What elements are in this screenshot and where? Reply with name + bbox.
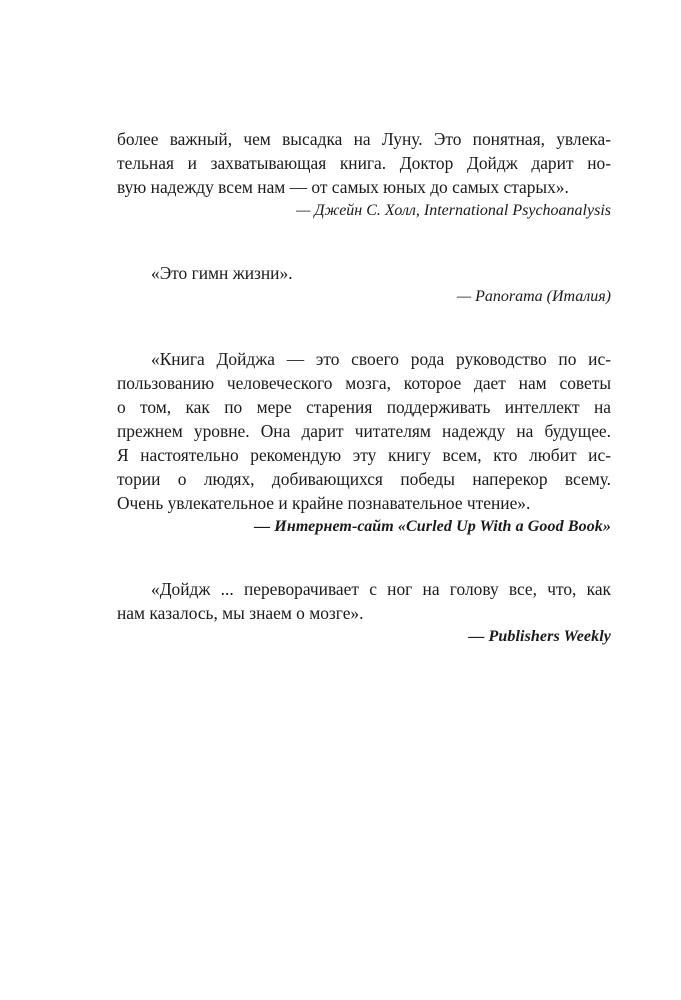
quote-line: тории о людях, добивающихся победы наперекор всему. xyxy=(117,469,611,489)
review-quote-publishers-weekly xyxy=(117,577,611,649)
review-quote-hall xyxy=(117,127,611,223)
quote-line: о том, как по мере старения поддерживать интеллект на xyxy=(117,397,611,417)
review-quote-curled-up xyxy=(117,347,611,539)
quote-attribution: — Panorama (Италия) xyxy=(456,288,611,305)
quote-line: тельная и захватывающая книга. Доктор Дойдж дарит но- xyxy=(117,153,611,173)
quote-line: более важный, чем высадка на Луну. Это понятная, увлека- xyxy=(117,129,611,149)
quote-line: нам казалось, мы знаем о мозге». xyxy=(117,603,364,623)
page-body xyxy=(117,127,611,649)
quote-line: пользованию человеческого мозга, которое дает нам советы xyxy=(117,373,611,393)
quote-attribution: — Джейн С. Холл, International Psychoanalysis xyxy=(296,202,611,219)
review-quote-panorama xyxy=(117,261,611,309)
quote-line: «Книга Дойджа — это своего рода руководство по ис- xyxy=(151,349,611,369)
quote-attribution: — Интернет-сайт «Curled Up With a Good Book» xyxy=(254,518,611,535)
quote-line: «Это гимн жизни». xyxy=(151,263,293,283)
quote-line: прежнем уровне. Она дарит читателям надежду на будущее. xyxy=(117,421,611,441)
quote-attribution: — Publishers Weekly xyxy=(468,628,611,645)
quote-line: Я настоятельно рекомендую эту книгу всем, кто любит ис- xyxy=(117,445,611,465)
quote-line: «Дойдж ... переворачивает с ног на голову все, что, как xyxy=(151,579,611,599)
quote-line: вую надежду всем нам — от самых юных до самых старых». xyxy=(117,177,569,197)
quote-line: Очень увлекательное и крайне познавательное чтение». xyxy=(117,493,531,513)
